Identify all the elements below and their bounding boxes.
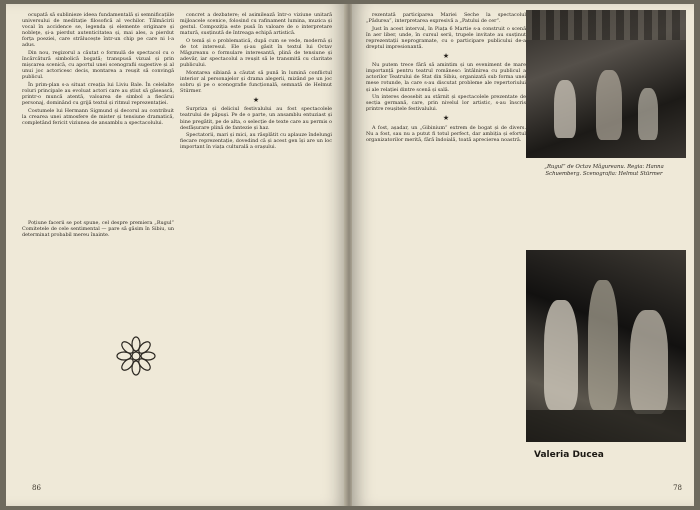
paragraph: Just în acest interval, în Piața 6 Martie s-a construit o scenă în aer liber, unde, în cursul serii, trupele invitate au susținut reprezentații neprogramate, cu o participare publicului de-a dreptul impresionantă.	[366, 25, 526, 50]
paragraph: Un interes deosebit au stârnit și spectacolele prezentate de secția germană, care, prin nivelul lor artistic, s-au înscris printre reușitele festivalului.	[366, 94, 526, 113]
paragraph: A fost, așadar, un „Gibinium” extrem de bogat și de divers. Nu a fost, sau nu a putut fi totul perfect, dar ambiția și efortul organizatorilor merită, fără îndoială, toată aprecierea noastră.	[366, 124, 526, 143]
right-page	[352, 4, 694, 506]
paragraph: Surpriza și deliciul festivalului au fost spectacolele teatrului de păpuși. Pe de o parte, un ansamblu entuziast și bine pregătit, pe de alta, o selecție de texte care au permis o desfășurare plină de fantezie și haz.	[180, 106, 332, 131]
author-signature: Valeria Ducea	[534, 450, 604, 460]
section-star-icon: ★	[252, 96, 260, 105]
flower-space	[22, 128, 174, 220]
magazine-spread	[6, 4, 694, 506]
paragraph: Din nou, regizorul a căutat o formulă de spectacol cu o încărcătură simbolică bogată; transpusă vizual și prin mișcarea scenică, cu aportul unei scenografii sugestive și al unui joc actoricesc decis, montarea a reușit să convingă publicul.	[22, 50, 174, 81]
paragraph: ocupată să sublinieze ideea fundamentală și semnificațiile universului de meditație filosofică al vechilor. Tălmăcirii vocal în accidence se, legenda și elemente originare și nobleţe, și-a pierdut autenticitatea și, mai ales, a pierdut forța poeziei, care strălucește într-un chip pe care ni l-a adus.	[22, 12, 174, 49]
paragraph: Montarea sibiană a căutat să pună în lumină conflictul interior al personajelor și drama alegerii, mizând pe un joc sobru și pe o scenografie funcțională, semnată de Helmut Stürmer.	[180, 69, 332, 95]
left-page-column-1	[22, 12, 174, 490]
section-star-icon: ★	[442, 52, 450, 61]
right-page-column-1	[366, 12, 526, 490]
paragraph: O temă și o problematică, după cum se vede, modernă și de tot interesul. Ele și-au găsit în textul lui Octav Măgureanu o formulare interesantă, plină de tensiune și adevăr, iar spectacolul a reușit să le transmită cu claritate publicului.	[180, 37, 332, 69]
photo-caption: „Rugul” de Octav Măgureanu. Regia: Hanna Schuemberg. Scenografia: Helmut Stürmer	[544, 164, 664, 177]
page-number: 78	[673, 484, 682, 492]
paragraph: În prim-plan s-a situat creația lui Liviu Bale. În celelalte roluri principale au evoluat actori care au știut să găsească, printr-o muncă atentă, valoarea de simbol a fiecărui personaj, dominând cu grijă textul și ritmul reprezentației.	[22, 82, 174, 107]
paragraph: Poțiune facerii se pot spune, cel despre premiera „Rugul” Comitetele de cele sentimental — pare să găsim în Sibiu, un determinat probabil mereu înainte.	[22, 219, 174, 238]
paragraph: rezentată participarea Mariei Seche la spectacolul „Pădurea”, interpretarea expresivă a „Patului de cer”.	[366, 12, 526, 25]
stage-photo-second	[526, 250, 686, 442]
paragraph: Spectatorii, mari și mici, au răsplătit cu aplauze îndelungi fiecare reprezentație, dovedind că și acest gen își are un loc important în viața culturală a orașului.	[180, 132, 332, 151]
page-number: 86	[32, 484, 41, 492]
stage-photo-rugul	[526, 10, 686, 158]
paragraph: concret a dezbatere; el asimilează într-o viziune unitară mijloacele scenice, folosind cu rafinament lumina, muzica și gestul. Compoziția este pusă în valoare de o interpretare matură, susținută de întreaga echipă artistică.	[180, 12, 332, 37]
left-page-column-2	[180, 12, 332, 490]
section-star-icon: ★	[442, 114, 450, 123]
paragraph: Costumele lui Hermann Sigmund și decorul au contribuit la crearea unei atmosfere de mister și tensiune dramatică, completând fericit viziunea de ansamblu a spectacolului.	[22, 107, 174, 127]
paragraph: Nu putem trece fără să amintim și un eveniment de mare importanță pentru teatrul românesc: întâlnirea cu publicul a actorilor Teatrului de Stat din Sibiu, organizată sub forma unei mese rotunde, la care s-au discutat probleme ale repertoriului și ale relației dintre scenă și sală.	[366, 62, 526, 93]
flower-ornament-icon	[114, 334, 158, 378]
left-page	[6, 4, 346, 506]
